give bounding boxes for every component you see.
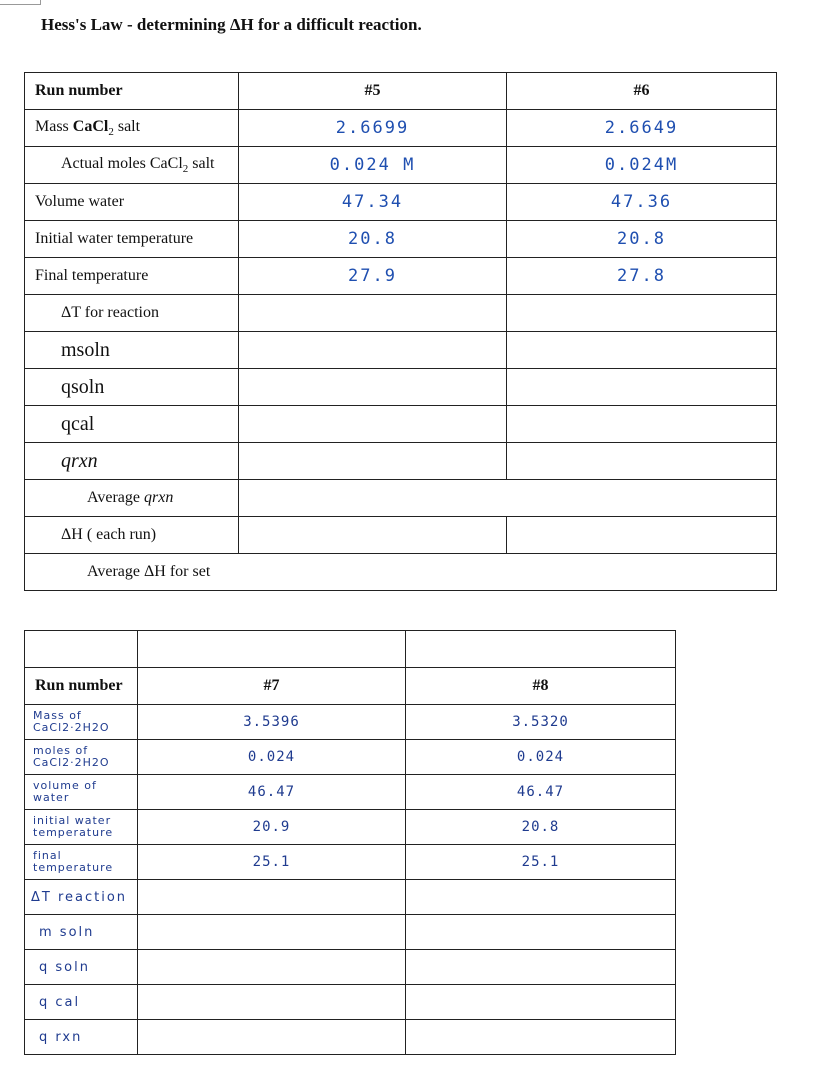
row-label: q rxn — [25, 1020, 138, 1055]
table-row — [25, 517, 777, 554]
table-blank-row — [25, 631, 676, 668]
table-row — [25, 184, 777, 221]
value-cell — [239, 295, 507, 332]
value-cell: 0.024M — [507, 147, 777, 184]
run-header: #7 — [138, 668, 406, 705]
data-table-runs-5-6 — [24, 72, 777, 591]
row-label: Volume water — [25, 184, 239, 221]
value-cell — [138, 915, 406, 950]
value-cell — [239, 332, 507, 369]
row-label: qcal — [25, 406, 239, 443]
row-label: Initial water temperature — [25, 221, 239, 258]
row-label: qrxn — [25, 443, 239, 480]
row-label — [25, 554, 777, 591]
value-cell — [507, 332, 777, 369]
value-cell: 47.36 — [507, 184, 777, 221]
value-cell — [507, 406, 777, 443]
table-row — [25, 705, 676, 740]
table-row — [25, 369, 777, 406]
row-label-text: Average ΔH for set — [87, 563, 211, 580]
row-label: Mass of CaCl2·2H2O — [25, 705, 138, 740]
table-row — [25, 845, 676, 880]
value-cell: 0.024 — [138, 740, 406, 775]
value-cell: 20.8 — [406, 810, 676, 845]
value-cell: 0.024 — [406, 740, 676, 775]
value-cell — [406, 1020, 676, 1055]
value-cell — [406, 880, 676, 915]
table-row — [25, 406, 777, 443]
value-cell: 3.5396 — [138, 705, 406, 740]
value-cell: 46.47 — [138, 775, 406, 810]
table-header-row — [25, 73, 777, 110]
row-label: q soln — [25, 950, 138, 985]
table-row — [25, 295, 777, 332]
row-label: qsoln — [25, 369, 239, 406]
value-cell — [507, 295, 777, 332]
value-cell: 47.34 — [239, 184, 507, 221]
row-label: msoln — [25, 332, 239, 369]
value-cell — [138, 1020, 406, 1055]
row-label: m soln — [25, 915, 138, 950]
blank-cell — [406, 631, 676, 668]
run-header: #8 — [406, 668, 676, 705]
run-header: #6 — [507, 73, 777, 110]
value-cell — [138, 880, 406, 915]
row-label: ΔT reaction — [25, 880, 138, 915]
value-cell — [507, 443, 777, 480]
row-label: initial water temperature — [25, 810, 138, 845]
table-header-row — [25, 668, 676, 705]
table-row — [25, 1020, 676, 1055]
table-row — [25, 443, 777, 480]
corner-mark — [0, 0, 41, 5]
row-label: moles of CaCl2·2H2O — [25, 740, 138, 775]
value-cell: 25.1 — [138, 845, 406, 880]
value-cell — [507, 517, 777, 554]
table-row — [25, 950, 676, 985]
value-cell — [406, 915, 676, 950]
page-title: Hess's Law - determining ΔH for a difficult reaction. — [41, 15, 422, 34]
blank-cell — [138, 631, 406, 668]
value-cell: 27.9 — [239, 258, 507, 295]
row-label: ΔH ( each run) — [25, 517, 239, 554]
row-label: Mass CaCl$_2$ salt — [25, 110, 239, 147]
table-row — [25, 554, 777, 591]
table-row — [25, 985, 676, 1020]
value-cell — [239, 406, 507, 443]
row-label: ΔT for reaction — [25, 295, 239, 332]
value-cell: 20.8 — [507, 221, 777, 258]
run-number-label: Run number — [25, 73, 239, 110]
table-row — [25, 915, 676, 950]
value-cell — [138, 985, 406, 1020]
value-cell — [138, 950, 406, 985]
value-cell — [239, 369, 507, 406]
table-row — [25, 880, 676, 915]
table-row — [25, 258, 777, 295]
row-label: Actual moles CaCl$_2$ salt — [25, 147, 239, 184]
row-label: final temperature — [25, 845, 138, 880]
blank-cell — [25, 631, 138, 668]
data-table-runs-7-8 — [24, 630, 676, 1055]
value-cell: 2.6649 — [507, 110, 777, 147]
run-number-label: Run number — [25, 668, 138, 705]
table-row — [25, 147, 777, 184]
value-cell — [406, 985, 676, 1020]
run-header: #5 — [239, 73, 507, 110]
row-label: Final temperature — [25, 258, 239, 295]
value-cell: 20.8 — [239, 221, 507, 258]
row-label: Average qrxn — [25, 480, 239, 517]
value-cell — [239, 443, 507, 480]
value-cell — [507, 369, 777, 406]
table-row — [25, 480, 777, 517]
row-label: q cal — [25, 985, 138, 1020]
table-row — [25, 775, 676, 810]
value-cell: 0.024 M — [239, 147, 507, 184]
value-cell: 3.5320 — [406, 705, 676, 740]
value-cell: 25.1 — [406, 845, 676, 880]
value-cell: 46.47 — [406, 775, 676, 810]
row-label: volume of water — [25, 775, 138, 810]
value-cell: 2.6699 — [239, 110, 507, 147]
value-cell — [239, 517, 507, 554]
value-cell: 27.8 — [507, 258, 777, 295]
value-cell — [239, 480, 777, 517]
table-row — [25, 110, 777, 147]
table-row — [25, 740, 676, 775]
table-row — [25, 221, 777, 258]
table-row — [25, 810, 676, 845]
value-cell — [406, 950, 676, 985]
value-cell: 20.9 — [138, 810, 406, 845]
table-row — [25, 332, 777, 369]
